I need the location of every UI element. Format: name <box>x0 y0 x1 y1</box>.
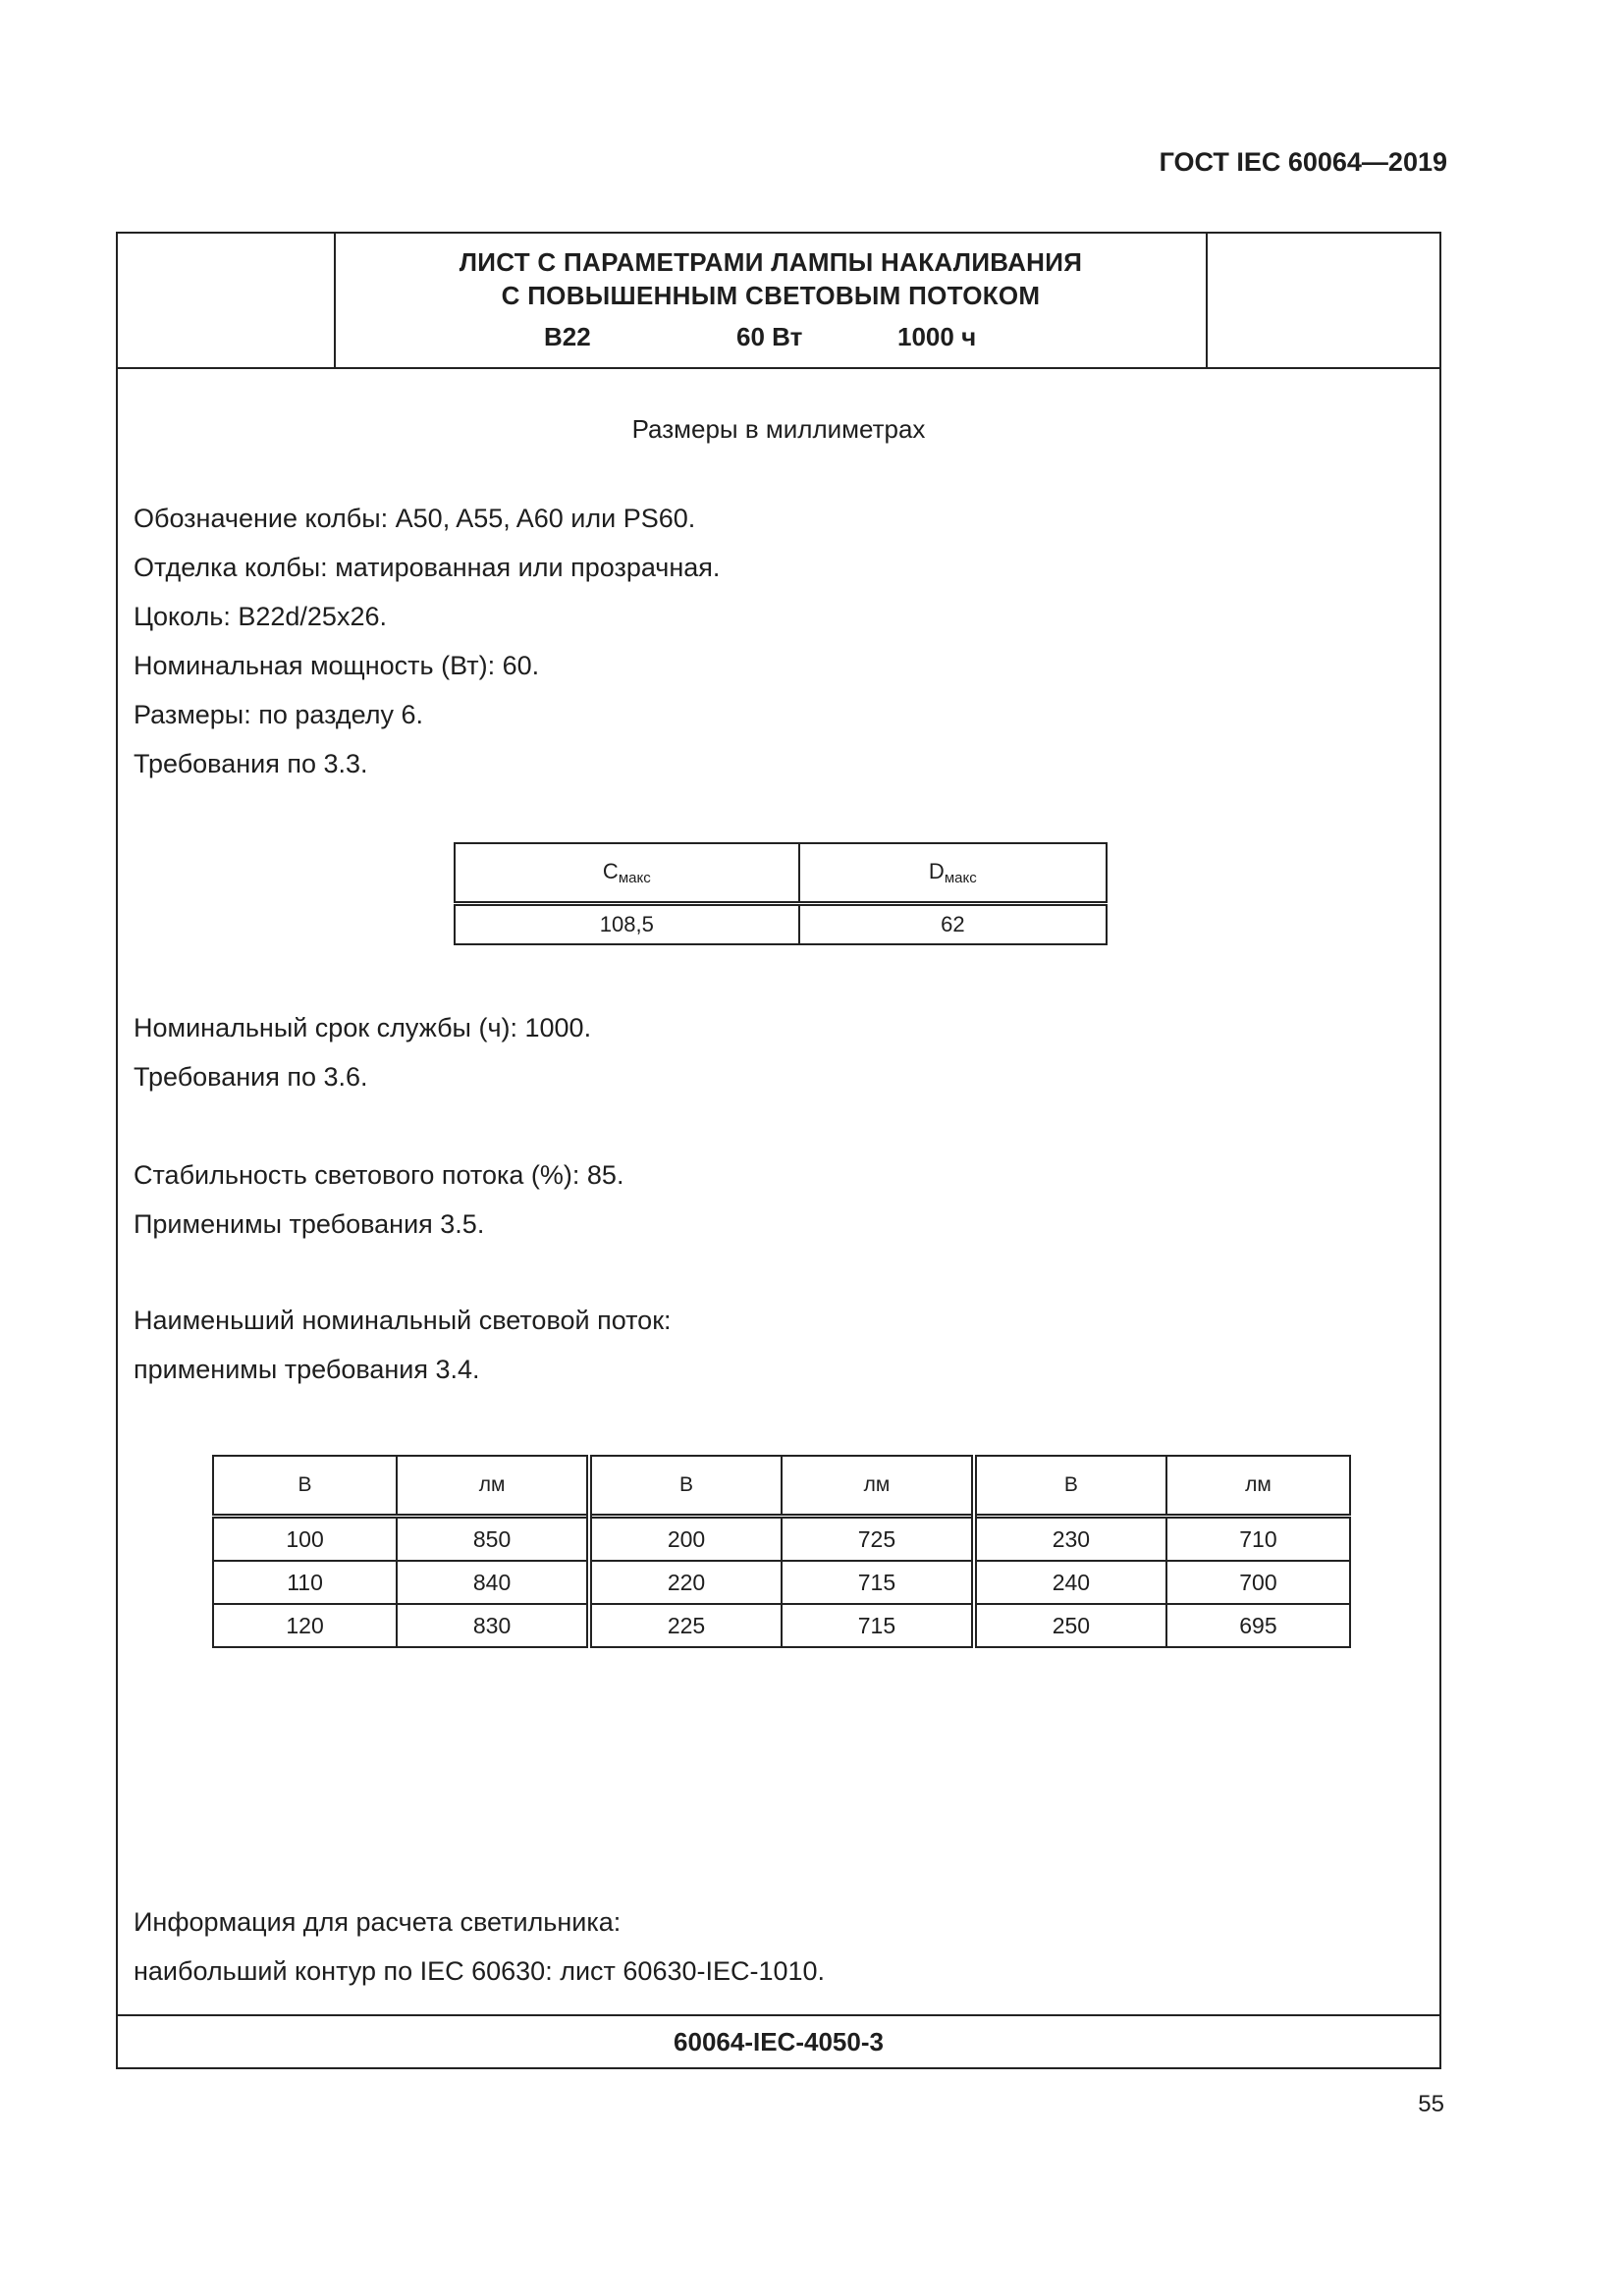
flux-requirements: применимы требования 3.4. <box>134 1355 480 1384</box>
life-block <box>134 1003 591 1101</box>
header-right-cell <box>1206 234 1439 367</box>
dimensions-ref: Размеры: по разделу 6. <box>134 700 424 729</box>
cap-type: B22 <box>544 322 591 351</box>
table-cell: 200 <box>589 1517 782 1562</box>
flux-table <box>212 1455 1351 1648</box>
table-cell: 830 <box>397 1604 589 1647</box>
sheet-title <box>336 234 1206 312</box>
max-outline-line: наибольший контур по IEC 60630: лист 60630-IEC-1010. <box>134 1956 826 1986</box>
data-sheet-frame <box>116 232 1441 2069</box>
table-cell: 225 <box>589 1604 782 1647</box>
units-note: Размеры в миллиметрах <box>631 414 926 444</box>
c-max-value: 108,5 <box>455 904 799 945</box>
bulb-finish: Отделка колбы: матированная или прозрачная. <box>134 553 721 582</box>
lumen-header: лм <box>1166 1456 1350 1517</box>
voltage-header: В <box>974 1456 1166 1517</box>
flux-block <box>134 1296 672 1394</box>
c-max-header: $C_{макс}$ <box>455 843 799 904</box>
life-requirements: Требования по 3.6. <box>134 1062 368 1092</box>
table-cell: 715 <box>782 1604 974 1647</box>
table-cell: 100 <box>213 1517 397 1562</box>
d-max-header: $D_{макс}$ <box>799 843 1107 904</box>
table-cell: 715 <box>782 1561 974 1604</box>
table-cell: 710 <box>1166 1517 1350 1562</box>
table-cell: 695 <box>1166 1604 1350 1647</box>
lumen-header: лм <box>397 1456 589 1517</box>
table-cell: 110 <box>213 1561 397 1604</box>
bulb-info-block <box>134 494 720 788</box>
lamp-specs <box>336 322 1206 361</box>
flux-stability-line: Стабильность светового потока (%): 85. <box>134 1160 624 1190</box>
sheet-header <box>118 234 1439 369</box>
lumen-header: лм <box>782 1456 974 1517</box>
table-cell: 230 <box>974 1517 1166 1562</box>
luminaire-info-heading: Информация для расчета светильника: <box>134 1907 622 1937</box>
dimensions-table <box>454 842 1108 945</box>
table-cell: 250 <box>974 1604 1166 1647</box>
header-title-cell <box>336 234 1206 367</box>
rated-life: 1000 ч <box>897 322 977 351</box>
header-left-cell <box>118 234 336 367</box>
table-row <box>213 1517 1350 1562</box>
sheet-footer-code: 60064-IEC-4050-3 <box>118 2014 1439 2067</box>
voltage-header: В <box>213 1456 397 1517</box>
table-cell: 700 <box>1166 1561 1350 1604</box>
table-cell: 840 <box>397 1561 589 1604</box>
rated-power: 60 Вт <box>736 322 803 351</box>
min-flux-line: Наименьший номинальный световой поток: <box>134 1306 672 1335</box>
table-cell: 725 <box>782 1517 974 1562</box>
rated-wattage: Номинальная мощность (Вт): 60. <box>134 651 540 680</box>
rated-life-line: Номинальный срок службы (ч): 1000. <box>134 1013 592 1042</box>
page-number: 55 <box>1418 2091 1444 2117</box>
stability-requirements: Применимы требования 3.5. <box>134 1209 485 1239</box>
table-row <box>213 1561 1350 1604</box>
d-max-value: 62 <box>799 904 1107 945</box>
bulb-designation: Обозначение колбы: A50, A55, A60 или PS60. <box>134 504 696 533</box>
table-cell: 850 <box>397 1517 589 1562</box>
table-cell: 240 <box>974 1561 1166 1604</box>
stability-block <box>134 1150 623 1249</box>
table-cell: 220 <box>589 1561 782 1604</box>
voltage-header: В <box>589 1456 782 1517</box>
requirements-ref: Требования по 3.3. <box>134 749 368 778</box>
document-code: ГОСТ IEC 60064—2019 <box>1159 147 1447 177</box>
sheet-title-line-2: С ПОВЫШЕННЫМ СВЕТОВЫМ ПОТОКОМ <box>501 281 1041 310</box>
table-row <box>213 1604 1350 1647</box>
sheet-title-line-1: ЛИСТ С ПАРАМЕТРАМИ ЛАМПЫ НАКАЛИВАНИЯ <box>459 247 1083 277</box>
luminaire-block <box>134 1897 825 1996</box>
lamp-cap: Цоколь: B22d/25x26. <box>134 602 387 631</box>
table-cell: 120 <box>213 1604 397 1647</box>
